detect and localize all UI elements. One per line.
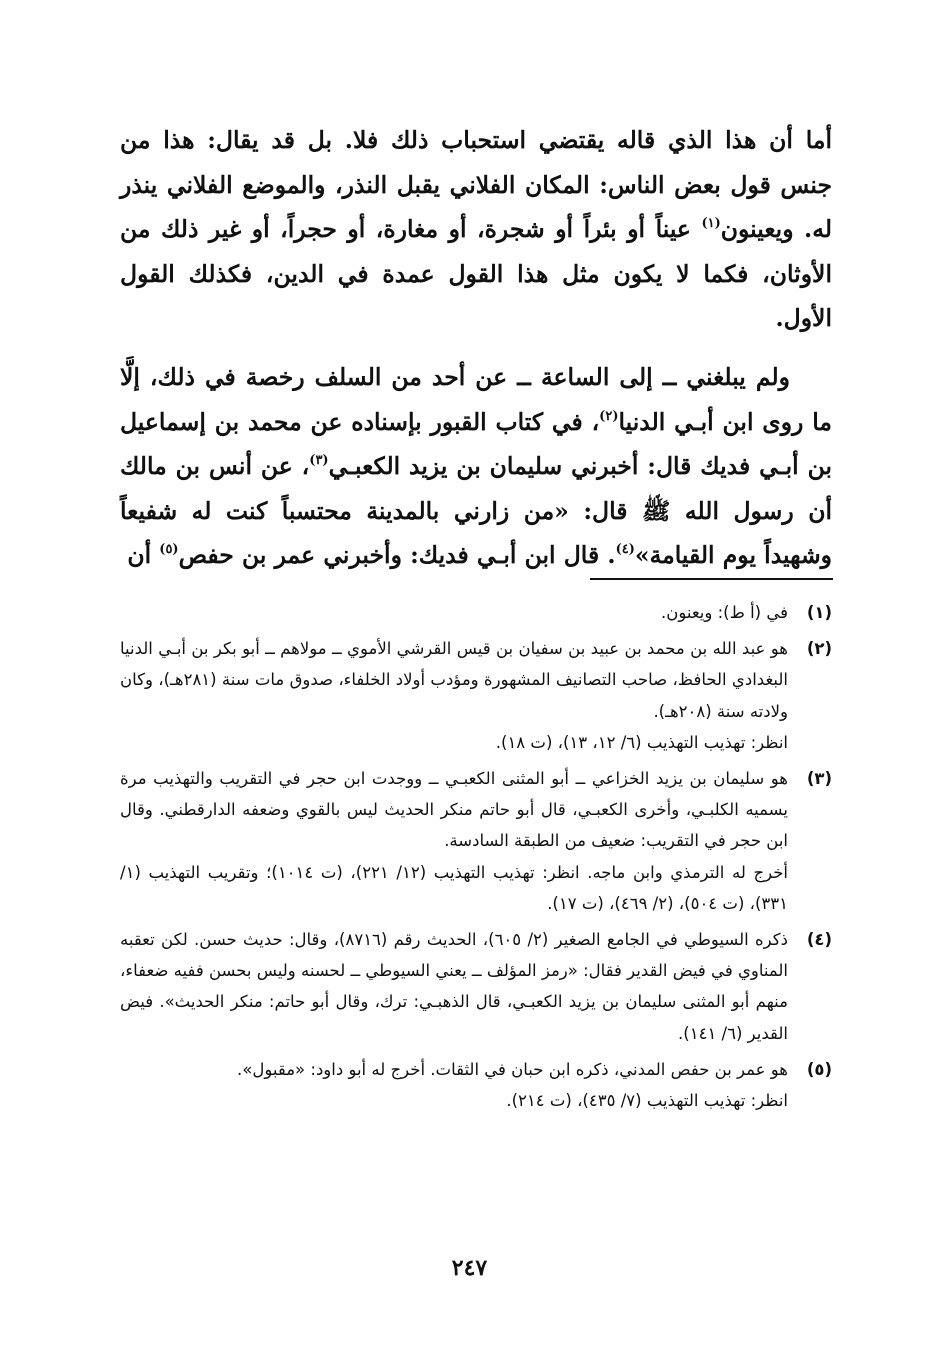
paragraph-1-text-b: عيناً أو بئراً أو شجرة، أو مغارة، أو حجراً، أو غير ذلك من الأوثان، فكما لا يكون مثل هذا القول عمدة في الدين، فكذلك القول الأول. — [120, 215, 832, 333]
footnote-line: انظر: تهذيب التهذيب (٧/ ٤٣٥)، (ت ٢١٤). — [506, 1091, 788, 1111]
paragraph-2-text-e: أن — [127, 541, 160, 570]
footnote-line: هو سليمان بن يزيد الخزاعي ــ أبو المثنى الكعبـي ــ ووجدت ابن حجر في التقريب والتهذيب مرة يسميه الكلبـي، وأخرى الكعبـي، قال أبو حاتم منكر الحديث ليس بالقوي وضعفه الدارقطني. وقال ابن حجر في التقريب: ضعيف من الطبقة السادسة. — [120, 769, 788, 851]
footnotes-section — [120, 597, 832, 1121]
paragraph-2-text-b: ، في كتاب القبور بإسناده عن محمد بن إسماعيل بن أبـي فديك قال: أخبرني سليمان بن يزيد الكعبـي — [120, 407, 832, 481]
footnote-text — [120, 597, 788, 628]
footnote-line: هو عمر بن حفص المدني، ذكره ابن حبان في الثقات. أخرج له أبو داود: «مقبول». — [237, 1059, 788, 1079]
hadith-quote: «من زارني بالمدينة محتسباً كنت له شفيعاً وشهيداً يوم القيامة» — [120, 496, 832, 570]
footnote-line: انظر: تهذيب التهذيب (٦/ ١٢، ١٣)، (ت ١٨). — [495, 732, 788, 752]
footnote-marker-3[interactable]: (٣) — [309, 453, 329, 469]
footnote-number: (٥) — [806, 1059, 832, 1079]
footnote-4 — [120, 924, 832, 1049]
main-text — [120, 118, 832, 578]
paragraph-2 — [120, 355, 832, 578]
footnote-number: (٣) — [806, 769, 832, 789]
page-number: ٢٤٧ — [451, 1255, 488, 1281]
paragraph-2-text-c: ، عن أنس بن مالك أن رسول الله ﷺ قال: — [120, 452, 833, 525]
paragraph-1-text-a: أما أن هذا الذي قاله يقتضي استحباب ذلك فلا. بل قد يقال: هذا من جنس قول بعض الناس: المكان الفلاني يقبل النذر، والموضع الفلاني ينذر له. ويعينون — [120, 126, 832, 244]
paragraph-1 — [120, 118, 832, 341]
footnote-line: في (أ ط): ويعنون. — [660, 603, 788, 622]
footnote-marker-2[interactable]: (٢) — [599, 408, 619, 424]
footnote-text — [120, 763, 788, 919]
footnote-marker-5[interactable]: (٥) — [159, 542, 179, 558]
footnote-marker-4[interactable]: (٤) — [615, 542, 635, 558]
footnote-1 — [120, 597, 832, 628]
footnote-text — [120, 633, 788, 758]
footnote-separator-rule — [590, 578, 833, 580]
paragraph-2-text-a: ولم يبلغني ــ إلى الساعة ــ عن أحد من السلف رخصة في ذلك، إلَّا ما روى ابن أبـي الدنيا — [120, 362, 832, 436]
footnote-line: هو عبد الله بن محمد بن عبيد بن سفيان بن قيس القرشي الأموي ــ مولاهم ــ أبو بكر بن أبـي الدنيا البغدادي الحافظ، صاحب التصانيف المشهورة ومؤدب أولاد الخلفاء، صدوق مات سنة (٢٨١هـ)، وكان ولادته سنة (٢٠٨هـ). — [120, 639, 788, 721]
footnote-5 — [120, 1054, 832, 1116]
paragraph-2-text-d: . قال ابن أبـي فديك: وأخبرني عمر بن حفص — [178, 541, 616, 570]
footnote-number: (١) — [806, 603, 832, 622]
footnote-2 — [120, 633, 832, 758]
footnote-line: ذكره السيوطي في الجامع الصغير (٢/ ٦٠٥)، الحديث رقم (٨٧١٦)، وقال: حديث حسن. لكن تعقبه المناوي في فيض القدير فقال: «رمز المؤلف ــ يعني السيوطي ــ لحسنه وليس بحسن ففيه ضعفاء، منهم أبو المثنى سليمان بن يزيد الكعبـي، قال الذهبـي: ترك، وقال أبو حاتم: منكر الحديث». فيض القدير (٦/ ١٤١). — [120, 930, 788, 1043]
footnote-number: (٤) — [806, 930, 832, 950]
footnote-line: أخرج له الترمذي وابن ماجه. انظر: تهذيب التهذيب (١٢/ ٢٢١)، (ت ١٠١٤)؛ وتقريب التهذيب (١/ ٣٣١)، (ت ٥٠٤)، (٢/ ٤٦٩)، (ت ١٧). — [120, 862, 788, 913]
footnote-text — [120, 924, 788, 1049]
footnote-text — [120, 1054, 788, 1116]
footnote-3 — [120, 763, 832, 919]
footnote-marker-1[interactable]: (١) — [701, 216, 721, 232]
footnote-number: (٢) — [806, 639, 832, 659]
